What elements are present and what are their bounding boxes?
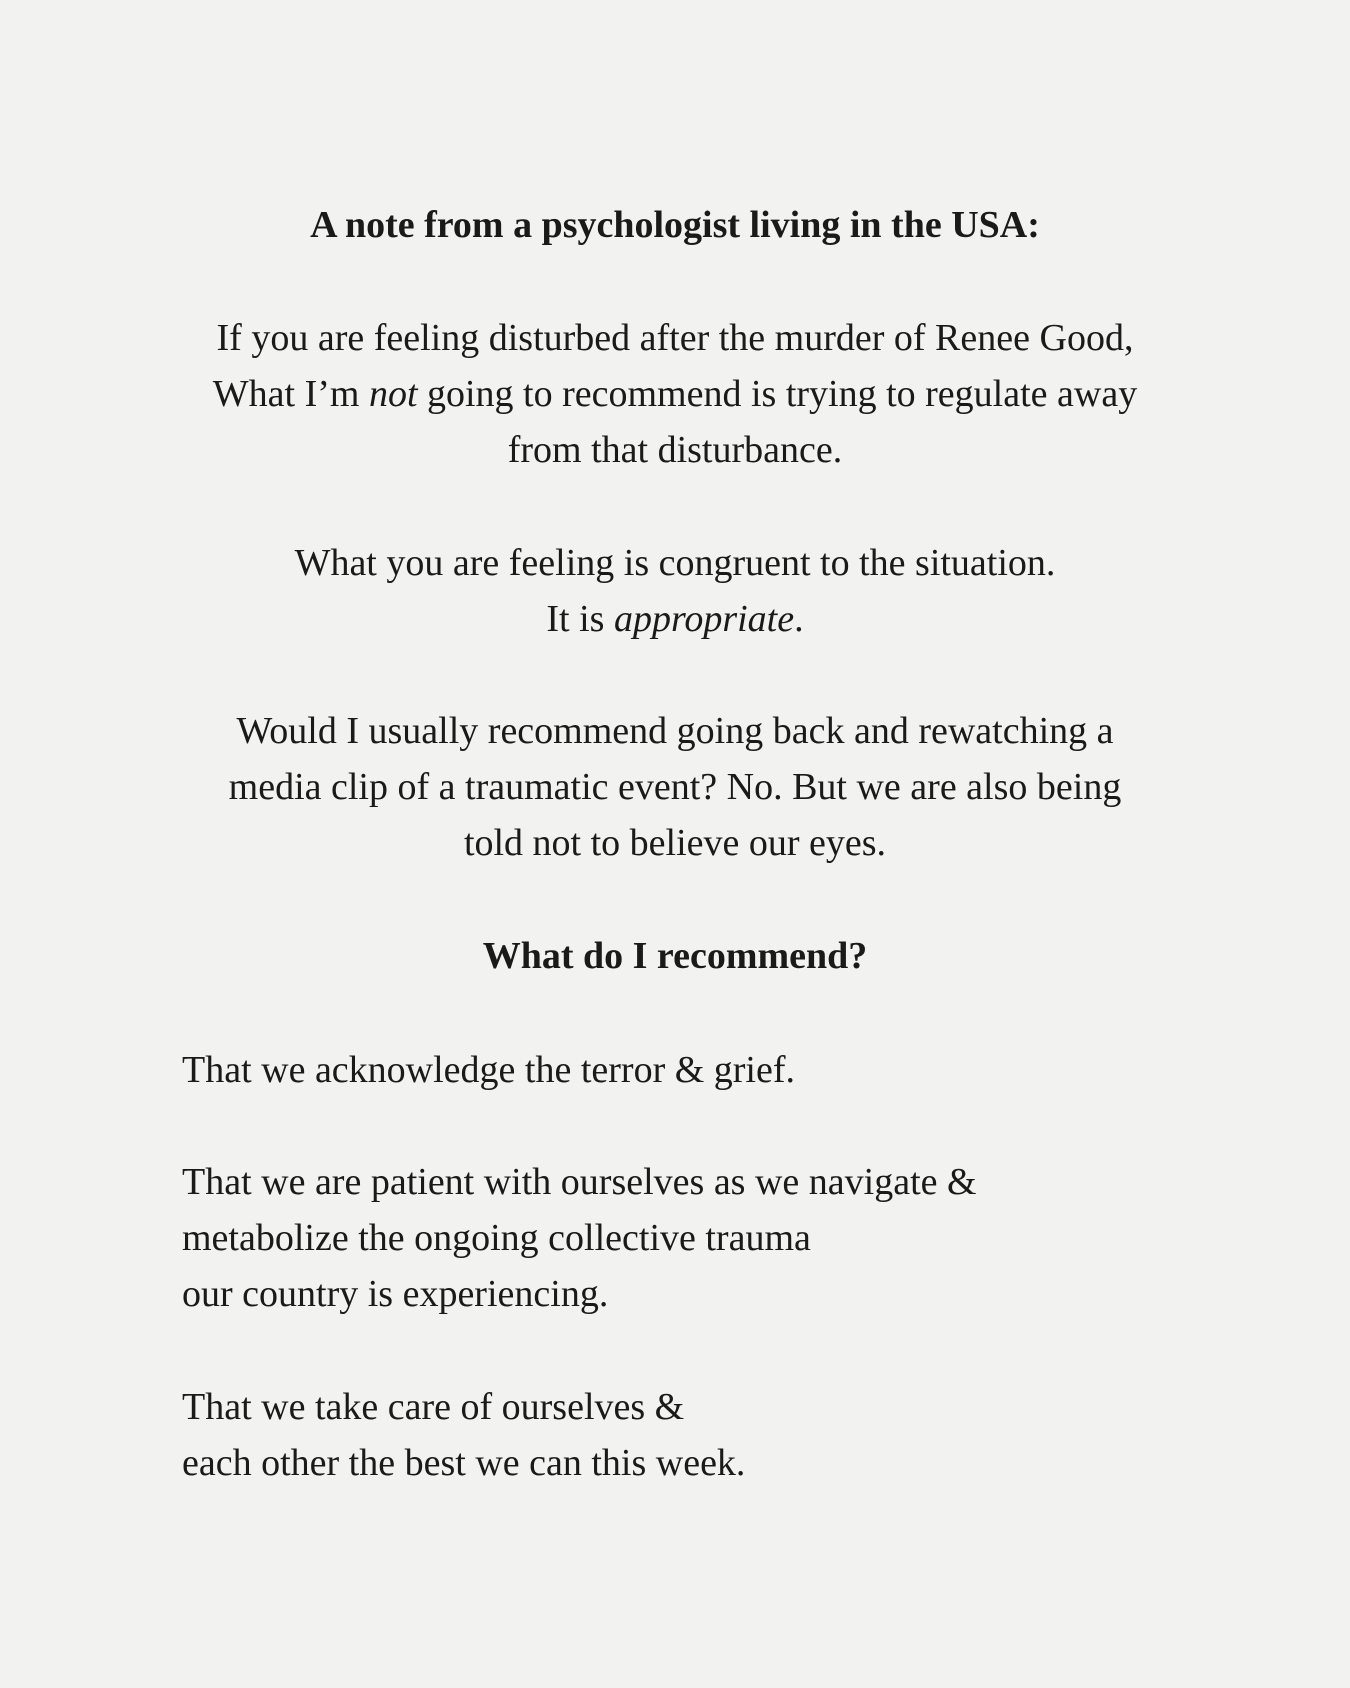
media-line-1: Would I usually recommend going back and rewatching a — [236, 710, 1114, 752]
intro-line-2-start: What I’m — [212, 373, 369, 415]
recommend-subheading — [0, 928, 1350, 984]
rec3-line-1: That we take care of ourselves & — [182, 1386, 685, 1428]
intro-line-3: from that disturbance. — [507, 429, 843, 471]
validation-line-2 — [0, 591, 1350, 647]
heading-text: A note from a psychologist living in the USA: — [310, 204, 1040, 246]
rec3-line-2: each other the best we can this week. — [182, 1442, 746, 1484]
media-paragraph — [0, 703, 1350, 871]
intro-line-2 — [0, 366, 1350, 422]
intro-line-2-end: going to recommend is trying to regulate away — [417, 373, 1138, 415]
rec2-line-2: metabolize the ongoing collective trauma — [182, 1217, 811, 1259]
intro-emphasis: not — [368, 373, 418, 415]
rec2-line-1: That we are patient with ourselves as we navigate & — [182, 1161, 977, 1203]
intro-line-1: If you are feeling disturbed after the murder of Renee Good, — [216, 317, 1134, 359]
recommendation-1 — [182, 1042, 1182, 1098]
recommendation-2 — [182, 1154, 1182, 1322]
rec1-line-1: That we acknowledge the terror & grief. — [182, 1049, 796, 1091]
media-line-3: told not to believe our eyes. — [463, 822, 887, 864]
validation-line-1: What you are feeling is congruent to the situation. — [294, 542, 1056, 584]
note-heading — [0, 197, 1350, 253]
validation-line-2-end: . — [794, 598, 804, 640]
intro-paragraph — [0, 310, 1350, 478]
validation-paragraph — [0, 535, 1350, 647]
media-line-2: media clip of a traumatic event? No. But we are also being — [228, 766, 1122, 808]
validation-line-2-start: It is — [546, 598, 614, 640]
rec2-line-3: our country is experiencing. — [182, 1273, 609, 1315]
subheading-text: What do I recommend? — [482, 935, 868, 977]
recommendation-3 — [182, 1379, 1182, 1491]
validation-emphasis: appropriate — [613, 598, 795, 640]
